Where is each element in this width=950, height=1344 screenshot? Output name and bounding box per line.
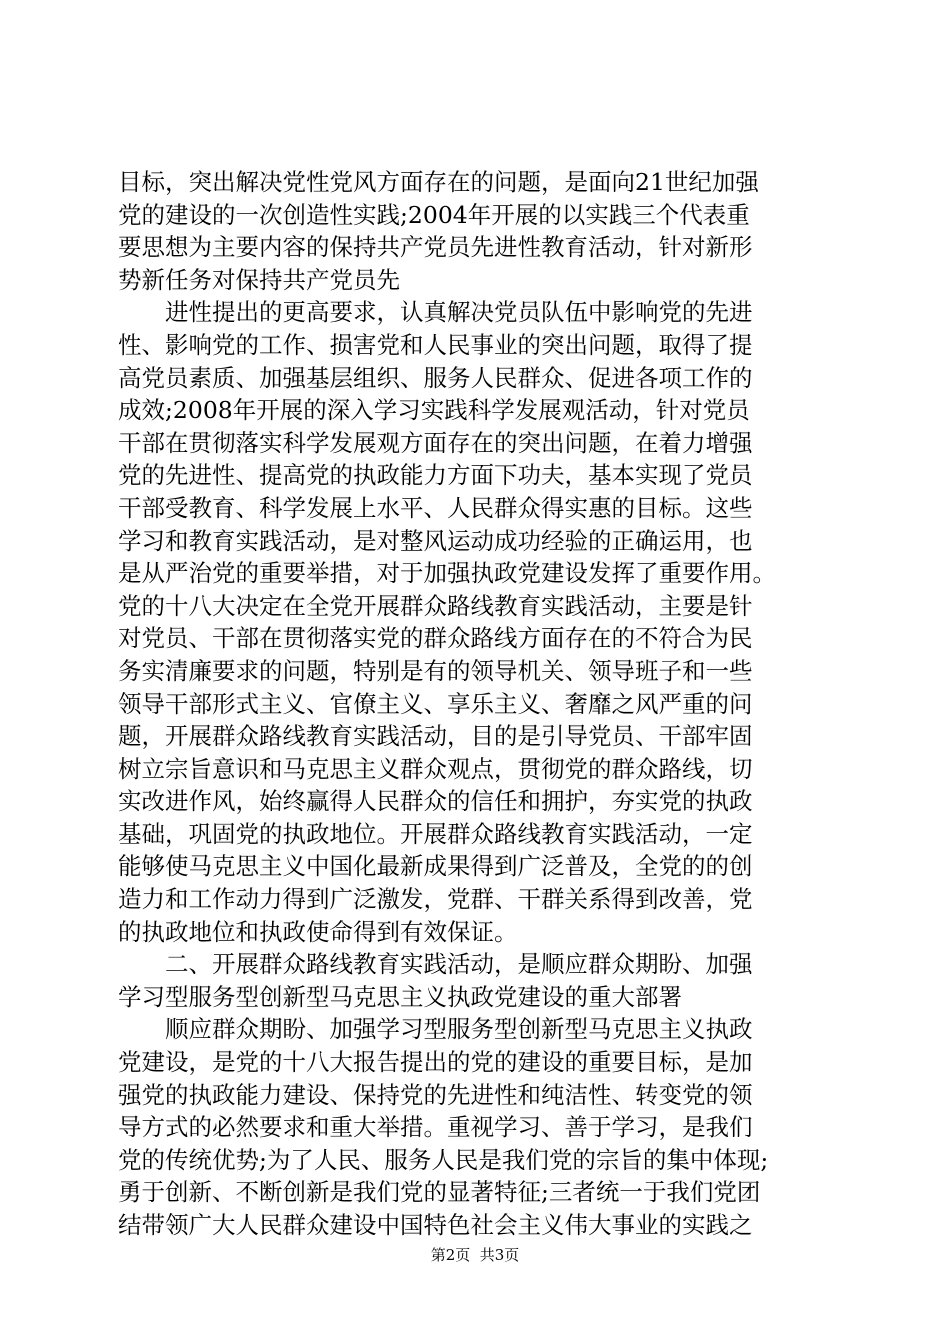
document-body bbox=[118, 166, 840, 1242]
text-line: 强党的执政能力建设、保持党的先进性和纯洁性、转变党的领 bbox=[118, 1080, 753, 1109]
text-line: 是从严治党的重要举措，对于加强执政党建设发挥了重要作用。 bbox=[118, 559, 776, 588]
text-line: 造力和工作动力得到广泛激发，党群、干群关系得到改善，党 bbox=[118, 885, 753, 914]
text-line: 党的建设的一次创造性实践;2004年开展的以实践三个代表重 bbox=[118, 200, 750, 229]
text-line: 性、影响党的工作、损害党和人民事业的突出问题，取得了提 bbox=[118, 330, 753, 359]
text-line: 务实清廉要求的问题，特别是有的领导机关、领导班子和一些 bbox=[118, 656, 753, 685]
text-line: 党的十八大决定在全党开展群众路线教育实践活动，主要是针 bbox=[118, 591, 753, 620]
text-line: 二、开展群众路线教育实践活动，是顺应群众期盼、加强 bbox=[165, 950, 753, 979]
text-line: 树立宗旨意识和马克思主义群众观点，贯彻党的群众路线，切 bbox=[118, 754, 753, 783]
text-line: 要思想为主要内容的保持共产党员先进性教育活动，针对新形 bbox=[118, 233, 753, 262]
text-line: 实改进作风，始终赢得人民群众的信任和拥护，夯实党的执政 bbox=[118, 787, 753, 816]
text-line: 干部受教育、科学发展上水平、人民群众得实惠的目标。这些 bbox=[118, 493, 753, 522]
text-line: 顺应群众期盼、加强学习型服务型创新型马克思主义执政 bbox=[165, 1015, 753, 1044]
text-line: 勇于创新、不断创新是我们党的显著特征;三者统一于我们党团 bbox=[118, 1178, 761, 1207]
text-line: 目标，突出解决党性党风方面存在的问题，是面向21世纪加强 bbox=[118, 168, 759, 196]
text-line: 党的传统优势;为了人民、服务人民是我们党的宗旨的集中体现; bbox=[118, 1145, 769, 1174]
text-line: 的执政地位和执政使命得到有效保证。 bbox=[118, 917, 518, 946]
text-line: 对党员、干部在贯彻落实党的群众路线方面存在的不符合为民 bbox=[118, 624, 753, 653]
text-line: 结带领广大人民群众建设中国特色社会主义伟大事业的实践之 bbox=[118, 1211, 753, 1239]
text-line: 势新任务对保持共产党员先 bbox=[118, 265, 400, 294]
text-line: 领导干部形式主义、官僚主义、享乐主义、奢靡之风严重的问 bbox=[118, 689, 753, 718]
text-line: 学习型服务型创新型马克思主义执政党建设的重大部署 bbox=[118, 982, 682, 1011]
text-line: 党的先进性、提高党的执政能力方面下功夫，基本实现了党员 bbox=[118, 461, 753, 490]
text-line: 高党员素质、加强基层组织、服务人民群众、促进各项工作的 bbox=[118, 363, 753, 392]
text-line: 题，开展群众路线教育实践活动，目的是引导党员、干部牢固 bbox=[118, 722, 753, 751]
text-line: 干部在贯彻落实科学发展观方面存在的突出问题，在着力增强 bbox=[118, 428, 753, 457]
text-line: 导方式的必然要求和重大举措。重视学习、善于学习，是我们 bbox=[118, 1113, 753, 1142]
text-line: 能够使马克思主义中国化最新成果得到广泛普及，全党的的创 bbox=[118, 852, 753, 881]
page-footer: 第2页 共3页 bbox=[430, 1246, 520, 1264]
text-line: 学习和教育实践活动，是对整风运动成功经验的正确运用，也 bbox=[118, 526, 753, 555]
text-line: 党建设，是党的十八大报告提出的党的建设的重要目标，是加 bbox=[118, 1048, 753, 1077]
text-line: 成效;2008年开展的深入学习实践科学发展观活动，针对党员 bbox=[118, 396, 750, 425]
text-line: 基础，巩固党的执政地位。开展群众路线教育实践活动，一定 bbox=[118, 819, 753, 848]
text-line: 进性提出的更高要求，认真解决党员队伍中影响党的先进 bbox=[165, 298, 753, 327]
